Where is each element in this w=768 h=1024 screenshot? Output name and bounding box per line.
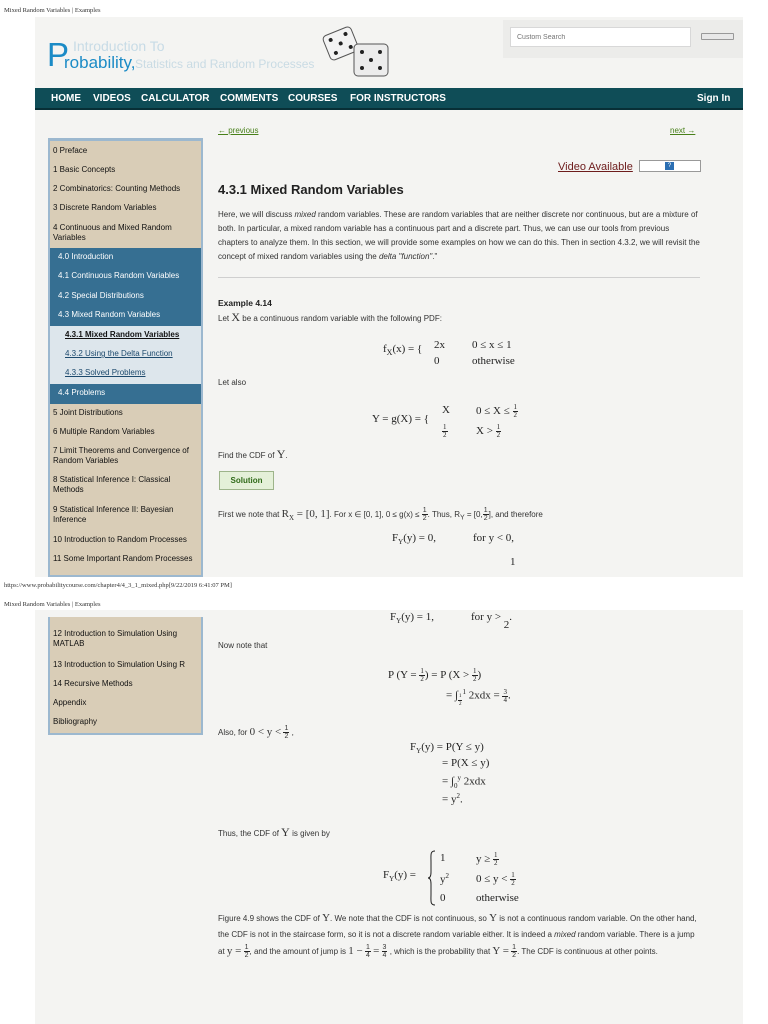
final-case-3-condition: otherwise [476,892,519,904]
find-cdf-text: Find the CDF of Y. [218,447,288,461]
sidebar-item-ch6[interactable]: 6 Multiple Random Variables [53,427,155,436]
sidebar-item-ch11[interactable]: 11 Some Important Random Processes [53,554,193,563]
pdf-equation: $f_X(x)$ = { [383,343,423,358]
g-equation: Y = g(X) = { [372,413,429,425]
nav-calculator[interactable]: CALCULATOR [141,93,210,104]
sidebar-subsub-4-3-2[interactable]: 4.3.2 Using the Delta Function [65,349,173,358]
page-title: 4.3.1 Mixed Random Variables [218,182,404,197]
final-case-3-value: 0 [440,892,446,904]
video-button[interactable] [639,160,701,172]
sidebar-item-ch2[interactable]: 2 Combinatorics: Counting Methods [53,184,181,193]
final-case-1-value: 1 [440,852,446,864]
g-case-2-value: $\frac{1}{2}$ [443,423,447,439]
video-icon: ? [665,162,674,170]
final-case-2-condition: 0 ≤ y < $\frac{1}{2}$ [476,871,515,887]
let-also-text: Let also [218,378,247,387]
sidebar-item-ch8[interactable]: 8 Statistical Inference I: Classical Methods [53,475,171,494]
sidebar-sub-4-3[interactable]: 4.3 Mixed Random Variables [58,310,161,319]
thus-cdf-text: Thus, the CDF of Y is given by [218,825,330,839]
previous-link[interactable]: ← previous [218,126,259,135]
sidebar-item-preface[interactable]: 0 Preface [53,146,88,155]
cdf-fraction-numerator: 1 [510,556,516,568]
dice-icon [320,24,392,80]
sidebar-item-ch7[interactable]: 7 Limit Theorems and Convergence of Random Variables [53,446,189,465]
cdf-derivation-1: $F_Y(y) = P(Y \le y)$ [410,741,484,756]
sidebar-item-ch13[interactable]: 13 Introduction to Simulation Using R [53,660,186,669]
prob-integral: = ∫ $_{\frac{1}{2}}$ $^1$ 2xdx = $\frac{3}{4}$ . [446,687,511,707]
nav-courses[interactable]: COURSES [288,93,338,104]
sidebar-subsub-4-3-3[interactable]: 4.3.3 Solved Problems [65,368,146,377]
search-input[interactable] [510,27,691,47]
logo-letter: P [47,36,70,73]
logo-line-1: Introduction To [73,38,165,54]
g-case-1-condition: 0 ≤ X ≤ $\frac{1}{2}$ [476,403,518,419]
sidebar-sub-4-4[interactable]: 4.4 Problems [58,388,106,397]
sidebar-sub-4-0[interactable]: 4.0 Introduction [58,252,114,261]
final-cdf-lhs: $F_Y(y)$ = [383,869,416,884]
pdf-case-1-condition: 0 ≤ x ≤ 1 [472,339,512,351]
sidebar-sub-4-1[interactable]: 4.1 Continuous Random Variables [58,271,180,280]
logo-line-2: robability, [64,53,136,72]
cdf-positive-condition: for y > 2. [471,611,513,631]
search-button[interactable] [701,33,734,40]
nav-sign-in[interactable]: Sign In [697,93,731,104]
cdf-derivation-3: = $\int_0^y$ 2xdx [442,774,486,790]
range-statement: First we note that $R_X = [0$, 1]. For x ∈ [0, 1], 0 ≤ g(x) ≤ $\frac{1}{2}$ . Thus, $R_Y = [0$, $\frac{1}{2}$ ], and therefore [218,507,543,523]
solution-button[interactable]: Solution [219,471,274,490]
cdf-derivation-2: = P(X ≤ y) [442,757,490,769]
cdf-derivation-4: = $y^2$. [442,792,463,806]
sidebar-subsub-4-3-1[interactable]: 4.3.1 Mixed Random Variables [65,330,180,339]
now-note-text: Now note that [218,641,268,650]
print-footer-url: https://www.probabilitycourse.com/chapter4/4_3_1_mixed.php[9/22/2019 6:41:07 PM] [4,582,232,589]
g-case-2-condition: X > $\frac{1}{2}$ [476,423,501,439]
cdf-negative: $F_Y(y) = 0$, [392,532,436,547]
example-statement: Let X be a continuous random variable with the following PDF: [218,310,442,324]
final-cdf-brace [427,850,437,906]
cdf-positive: $F_Y(y) = 1$, [390,611,434,626]
sidebar-item-ch10[interactable]: 10 Introduction to Random Processes [53,535,187,544]
sidebar-toc-continued [48,617,203,735]
sidebar-item-ch3[interactable]: 3 Discrete Random Variables [53,203,157,212]
print-header-title: Mixed Random Variables | Examples [4,7,101,14]
sidebar-item-ch14[interactable]: 14 Recursive Methods [53,679,133,688]
pdf-case-1-value: 2x [434,339,445,351]
print-header-title-2: Mixed Random Variables | Examples [4,601,101,608]
nav-comments[interactable]: COMMENTS [220,93,279,104]
example-title: Example 4.14 [218,298,272,308]
sidebar-sub-4-2[interactable]: 4.2 Special Distributions [58,291,144,300]
sidebar-item-ch5[interactable]: 5 Joint Distributions [53,408,123,417]
next-link[interactable]: next → [670,126,696,135]
sidebar-item-ch9[interactable]: 9 Statistical Inference II: Bayesian Inference [53,505,174,524]
sidebar-toc [48,138,203,577]
sidebar-item-bibliography[interactable]: Bibliography [53,717,98,726]
final-case-2-value: $y^2$ [440,872,449,886]
cdf-negative-condition: for y < 0, [473,532,515,544]
prob-y-half: P (Y = $\frac{1}{2}$ ) = P (X > $\frac{1}{2}$ ) [388,667,482,683]
nav-home[interactable]: HOME [51,93,81,104]
video-available-link[interactable]: Video Available [558,161,633,173]
nav-videos[interactable]: VIDEOS [93,93,131,104]
pdf-case-2-value: 0 [434,355,440,367]
divider [218,277,700,278]
site-logo[interactable] [47,38,347,78]
figure-paragraph: Figure 4.9 shows the CDF of Y. We note that the CDF is not continuous, so Y is not a continuous random variable. On the other hand, the CDF is not in the staircase form, so it is not a discrete random variable either. It is indeed a mixed random variable. There is a jump at y = $\frac{1}{2}$ , and the amount of jump is 1 − $\frac{1}{4}$ = $\frac{3}{4}$ , which is the probability that Y = $\frac{1}{2}$ . The CDF is continuous at other points. [218,912,697,960]
sidebar-item-appendix[interactable]: Appendix [53,698,87,707]
sidebar-item-ch4[interactable]: 4 Continuous and Mixed Random Variables [53,223,172,242]
logo-line-3: Statistics and Random Processes [135,57,315,71]
g-case-1-value: X [442,404,450,416]
nav-for-instructors[interactable]: FOR INSTRUCTORS [350,93,446,104]
final-case-1-condition: y ≥ $\frac{1}{2}$ [476,851,498,867]
intro-paragraph: Here, we will discuss mixed random variables. These are random variables that are neither discrete nor continuous, but are a mixture of both. In particular, a mixed random variable has a continuous part and a discrete part. Thus, we can use our tools from previous chapters to analyze them. In this section, we will provide some examples on how we can do this. Then in section 4.3.2, we will revisit the concept of mixed random variables using the delta "function"." [218,210,700,261]
also-for-text: Also, for 0 < y < $\frac{1}{2}$ , [218,725,294,741]
pdf-case-2-condition: otherwise [472,355,515,367]
sidebar-item-ch1[interactable]: 1 Basic Concepts [53,165,116,174]
sidebar-item-ch12[interactable]: 12 Introduction to Simulation Using MATLAB [53,629,178,648]
main-navbar [35,88,743,110]
